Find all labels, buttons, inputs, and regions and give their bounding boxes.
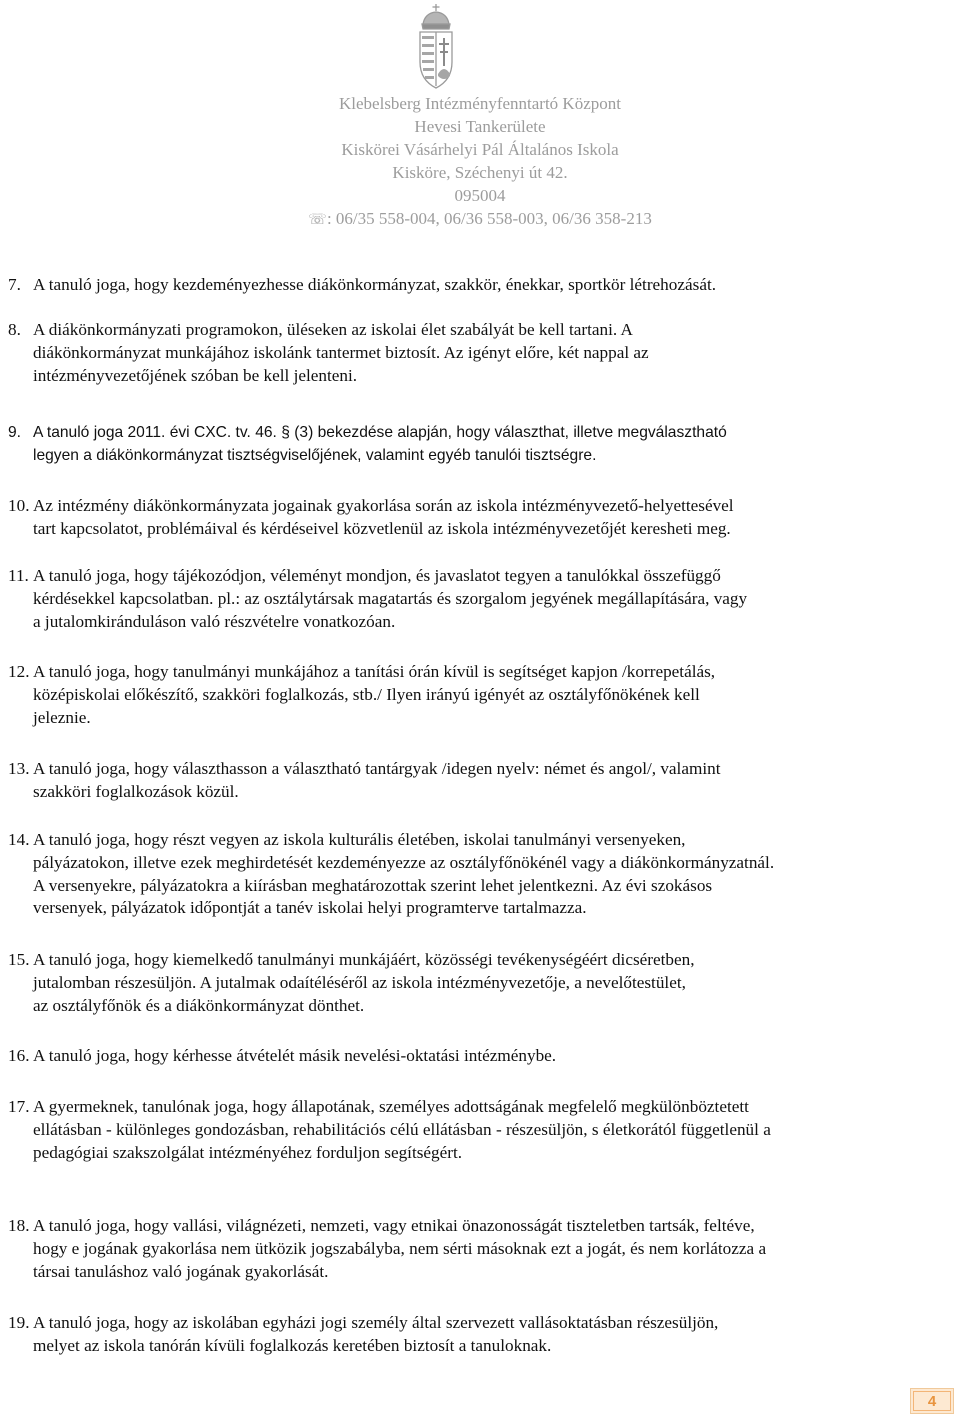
item-line: A tanuló joga, hogy kérhesse átvételét másik nevelési-oktatási intézménybe.: [33, 1046, 557, 1065]
item-line: társai tanuláshoz való jogának gyakorlását.: [33, 1261, 329, 1281]
item-line: intézményvezetőjének szóban be kell jelenteni.: [33, 365, 358, 385]
header-line-1: Klebelsberg Intézményfenntartó Központ: [339, 94, 621, 113]
item-number: 8.: [8, 320, 21, 339]
item-number: 14.: [8, 830, 30, 849]
item-line: diákönkormányzat munkájához iskolánk tantermet biztosít. Az igényt előre, két nappal az: [33, 342, 649, 362]
item-line: A tanuló joga, hogy tájékozódjon, véleményt mondjon, és javaslatot tegyen a tanulókkal összefüggő: [33, 566, 721, 585]
item-line: pályázatokon, illetve ezek meghirdetését kezdeményezze az osztályfőnökénél vagy a diákönkormányzatnál.: [33, 852, 775, 872]
item-line: A tanuló joga, hogy részt vegyen az iskola kulturális életében, iskolai tanulmányi versenyeken,: [33, 830, 686, 849]
item-number: 15.: [8, 950, 30, 969]
header-line-2: Hevesi Tankerülete: [414, 117, 546, 136]
item-line: melyet az iskola tanórán kívüli foglalkozás keretében biztosít a tanuloknak.: [33, 1335, 552, 1355]
phone-icon: ☏: [308, 210, 327, 228]
item-number: 17.: [8, 1097, 30, 1116]
item-line: kérdésekkel kapcsolatban. pl.: az osztálytársak magatartás és szorgalom jegyének megállapítására, vagy: [33, 588, 748, 608]
item-line: Az intézmény diákönkormányzata jogainak gyakorlása során az iskola intézményvezető-helyettesével: [33, 496, 734, 515]
header-line-5: 095004: [454, 186, 506, 205]
item-line: A tanuló joga, hogy vallási, világnézeti, nemzeti, vagy etnikai önazonosságát tiszteletben tartsák, feltéve,: [33, 1216, 755, 1235]
item-number: 12.: [8, 662, 30, 681]
item-line: középiskolai előkészítő, szakköri foglalkozás, stb./ Ilyen irányú igényét az osztályfőnökének kell: [33, 684, 700, 704]
item-line: A gyermeknek, tanulónak joga, hogy állapotának, személyes adottságának megfelelő megkülönböztetett: [33, 1097, 749, 1116]
item-number: 19.: [8, 1313, 30, 1332]
item-line: A tanuló joga 2011. évi CXC. tv. 46. § (3) bekezdése alapján, hogy választhat, illetve megválasztható: [33, 424, 727, 441]
item-line: A tanuló joga, hogy kezdeményezhesse diákönkormányzat, szakkör, énekkar, sportkör létrehozását.: [33, 275, 717, 294]
item-line: versenyek, pályázatok időpontját a tanév iskolai helyi programterve tartalmazza.: [33, 898, 587, 918]
item-number: 16.: [8, 1046, 30, 1065]
page-number: 4: [913, 1391, 951, 1411]
item-line: tart kapcsolatot, problémáival és kérdéseivel közvetlenül az iskola intézményvezetőjét keresheti meg.: [33, 518, 731, 538]
page-number-badge: [910, 1388, 954, 1414]
item-line: a jutalomkiránduláson való részvételre vonatkozóan.: [33, 611, 396, 631]
phone-numbers: : 06/35 558-004, 06/36 558-003, 06/36 358-213: [326, 209, 652, 228]
item-number: 7.: [8, 275, 21, 294]
header-line-4: Kisköre, Széchenyi út 42.: [392, 163, 568, 182]
item-number: 13.: [8, 759, 30, 778]
item-line: ellátásban - különleges gondozásban, rehabilitációs célú ellátásban - részesüljön, s életkorától függetlenül a: [33, 1119, 771, 1139]
item-line: A tanuló joga, hogy az iskolában egyházi jogi személy által szervezett vallásoktatásban részesüljön,: [33, 1313, 719, 1332]
item-line: hogy e jogának gyakorlása nem ütközik jogszabályba, nem sérti másoknak ezt a jogát, és nem korlátozza a: [33, 1238, 767, 1258]
item-number: 18.: [8, 1216, 30, 1235]
item-number: 11.: [8, 566, 29, 585]
item-line: az osztályfőnök és a diákönkormányzat dönthet.: [33, 995, 365, 1015]
item-line: pedagógiai szakszolgálat intézményéhez forduljon segítségért.: [33, 1142, 463, 1162]
item-number: 9.: [8, 424, 22, 441]
item-line: A diákönkormányzati programokon, üléseken az iskolai élet szabályát be kell tartani. A: [33, 320, 633, 339]
item-line: jutalomban részesüljön. A jutalmak odaítéléséről az iskola intézményvezetője, a nevelőtestület,: [33, 972, 686, 992]
item-number: 10.: [8, 496, 30, 515]
item-line: A tanuló joga, hogy választhasson a választható tantárgyak /idegen nyelv: német és angol/, valamint: [33, 759, 721, 778]
item-line: A tanuló joga, hogy tanulmányi munkájához a tanítási órán kívül is segítséget kapjon /korrepetálás,: [33, 662, 716, 681]
header-line-3: Kiskörei Vásárhelyi Pál Általános Iskola: [341, 140, 619, 159]
item-line: A tanuló joga, hogy kiemelkedő tanulmányi munkájáért, közösségi tevékenységéért dicséretben,: [33, 950, 695, 969]
item-line: szakköri foglalkozások közül.: [33, 781, 239, 801]
item-line: jeleznie.: [33, 707, 91, 727]
item-line: A versenyekre, pályázatokra a kiírásban meghatározottak szerint lehet jelentkezni. Az évi szokásos: [33, 875, 713, 895]
item-line: legyen a diákönkormányzat tisztségviselőjének, valamint egyéb tanulói tisztségre.: [33, 446, 597, 464]
